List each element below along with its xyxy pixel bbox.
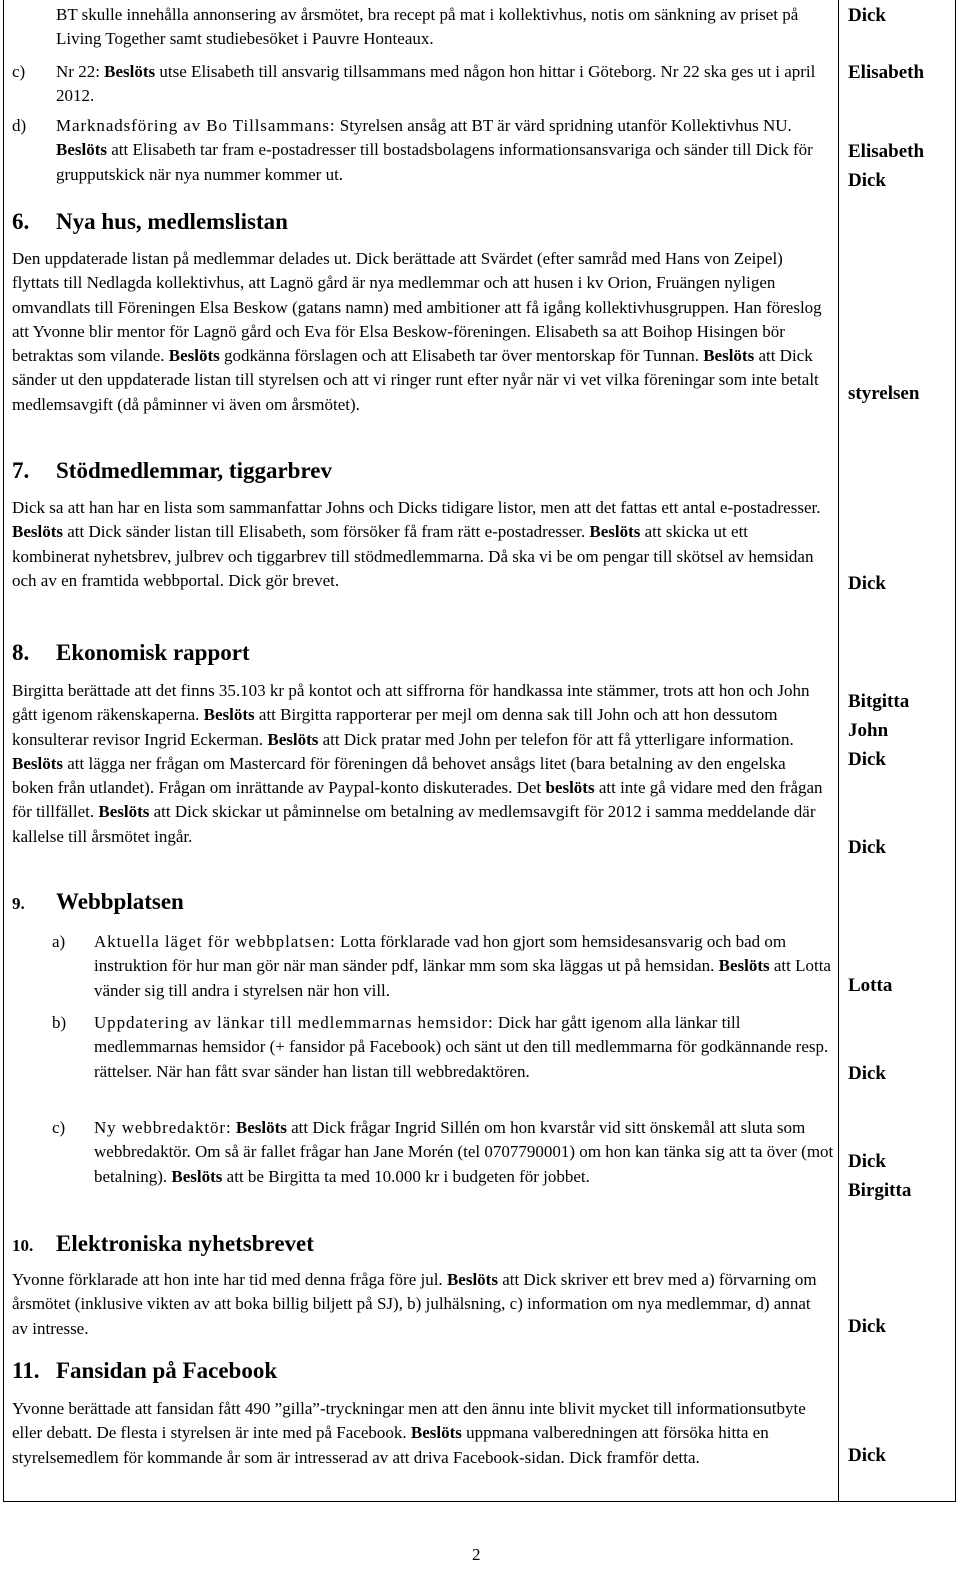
- item-9a: a) Aktuella läget för webbplatsen: Lotta förklarade vad hon gjort som hemsidesansvarig och bad om instruktion för hur man gör när man sänder pdf, länkar mm som ska läggas ut på hemsidan. Beslöts att Lotta vänder sig till andra i styrelsen när hon vill.: [52, 932, 831, 1000]
- item-c: c) Nr 22: Beslöts utse Elisabeth till ansvarig tillsammans med någon hon hittar i Göteborg. Nr 22 ska ges ut i april 2012.: [12, 62, 816, 106]
- page-number: 2: [472, 1545, 481, 1564]
- responsible-4: styrelsen: [848, 383, 920, 404]
- section-7-text: Dick sa att han har en lista som sammanfattar Johns och Dicks tidigare listor, men att det fattas ett antal e-postadresser. Beslöts att Dick sänder listan till Elisabeth, som försöker få fram rätt e-postadresser. Beslöts att skicka ut ett kombinerat nyhetsbrev, julbrev och tiggarbrev till stödmedlemmarna. Då ska vi be om pengar till skötsel av hemsidan och av en framtida webbportal. Dick gör brevet.: [12, 498, 821, 590]
- responsible-1: Dick: [848, 5, 886, 26]
- section-10-heading: 10. Elektroniska nyhetsbrevet: [12, 1231, 314, 1256]
- responsible-10: Dick Birgitta: [848, 1151, 912, 1201]
- responsible-9: Dick: [848, 1063, 886, 1084]
- item-9b: b) Uppdatering av länkar till medlemmarnas hemsidor: Dick har gått igenom alla länkar till medlemmarnas hemsidor (+ fansidor på Facebook) och sänt ut den till medlemmarna för godkännande resp. rättelser. När han fått svar sänder han listan till webbredaktören.: [52, 1013, 829, 1081]
- section-7-heading: 7. Stödmedlemmar, tiggarbrev: [12, 458, 332, 483]
- section-8-text: Birgitta berättade att det finns 35.103 kr på kontot och att siffrorna för handkassa inte stämmer, trots att hon och John gått igenom räkenskaperna. Beslöts att Birgitta rapporterar per mejl om denna sak till John och att hon dessutom konsulterar revisor Ingrid Eckerman. Beslöts att Dick pratar med John per telefon för att få ytterligare information. Beslöts att lägga ner frågan om Mastercard för föreningen då behovet ansågs litet (bara betalning av den engelska boken från utlandet). Frågan om inrättande av Paypal-konto diskuterades. Det beslöts att inte gå vidare med den frågan för tillfället. Beslöts att Dick skickar ut påminnelse om betalning av medlemsavgift för 2012 i samma meddelande där kallelse till årsmötet ingår.: [12, 681, 823, 846]
- section-11-text: Yvonne berättade att fansidan fått 490 ”gilla”-tryckningar men att den ännu inte blivit mycket till informationsutbyte eller debatt. De flesta i styrelsen är inte med på Facebook. Beslöts uppmana valberedningen att försöka hitta en styrelsemedlem för kommande år som är intresserad av att driva Facebook-sidan. Dick framför detta.: [12, 1399, 806, 1467]
- section-6-heading: 6. Nya hus, medlemslistan: [12, 209, 288, 234]
- responsible-11: Dick: [848, 1316, 886, 1337]
- responsible-3: Elisabeth Dick: [848, 141, 925, 191]
- paragraph-continuation: BT skulle innehålla annonsering av årsmötet, bra recept på mat i kollektivhus, notis om sänkning av priset på Living Together samt studiebesöket i Pauvre Honteaux.: [56, 5, 799, 49]
- section-6-text: Den uppdaterade listan på medlemmar delades ut. Dick berättade att Svärdet (efter samråd med Hans von Zeipel) flyttats till Nedlagda kollektivhus, att Lagnö gård är nya medlemmar och att husen i kv Orion, Fruängen nyligen omvandlats till Föreningen Elsa Beskow (gatans namn) med ambitioner att få igång kollektivhusgruppen. Han föreslog att Yvonne blir mentor för Lagnö gård och Eva för Elsa Beskow-föreningen. Elisabeth sa att Boihop Hisingen bör betraktas som vilande. Beslöts godkänna förslagen och att Elisabeth tar över mentorskap för Tunnan. Beslöts att Dick sänder ut den uppdaterade listan till styrelsen och att vi ringer runt efter nyår när vi vet vilka föreningar som inte betalt medlemsavgift (då påminner vi även om årsmötet).: [12, 249, 822, 414]
- responsible-6: Bitgitta John Dick: [848, 691, 910, 770]
- section-8-heading: 8. Ekonomisk rapport: [12, 640, 250, 665]
- responsible-5: Dick: [848, 573, 886, 594]
- responsible-7: Dick: [848, 837, 886, 858]
- responsible-8: Lotta: [848, 975, 893, 996]
- responsible-2: Elisabeth: [848, 62, 925, 83]
- section-10-text: Yvonne förklarade att hon inte har tid med denna fråga före jul. Beslöts att Dick skriver ett brev med a) förvarning om årsmötet (inklusive vikten av att boka billig biljett på SJ), b) julhälsning, c) information om nya medlemmar, d) annat av intresse.: [12, 1270, 817, 1338]
- section-9-heading: 9. Webbplatsen: [12, 889, 184, 914]
- section-11-heading: 11. Fansidan på Facebook: [12, 1358, 278, 1383]
- item-9c: c) Ny webbredaktör: Beslöts att Dick frågar Ingrid Sillén om hon kvarstår vid sitt önskemål att sluta som webbredaktör. Om så är fallet frågar han Jane Morén (tel 0707790001) om hon kan tänka sig att ta över (mot betalning). Beslöts att be Birgitta ta med 10.000 kr i budgeten för jobbet.: [52, 1118, 834, 1186]
- responsible-12: Dick: [848, 1445, 886, 1466]
- item-d: d) Marknadsföring av Bo Tillsammans: Styrelsen ansåg att BT är värd spridning utanför Kollektivhus NU. Beslöts att Elisabeth tar fram e-postadresser till bostadsbolagens informationsansvariga och sänder till Dick för grupputskick när nya nummer kommer ut.: [12, 116, 813, 184]
- column-divider: [838, 0, 839, 1501]
